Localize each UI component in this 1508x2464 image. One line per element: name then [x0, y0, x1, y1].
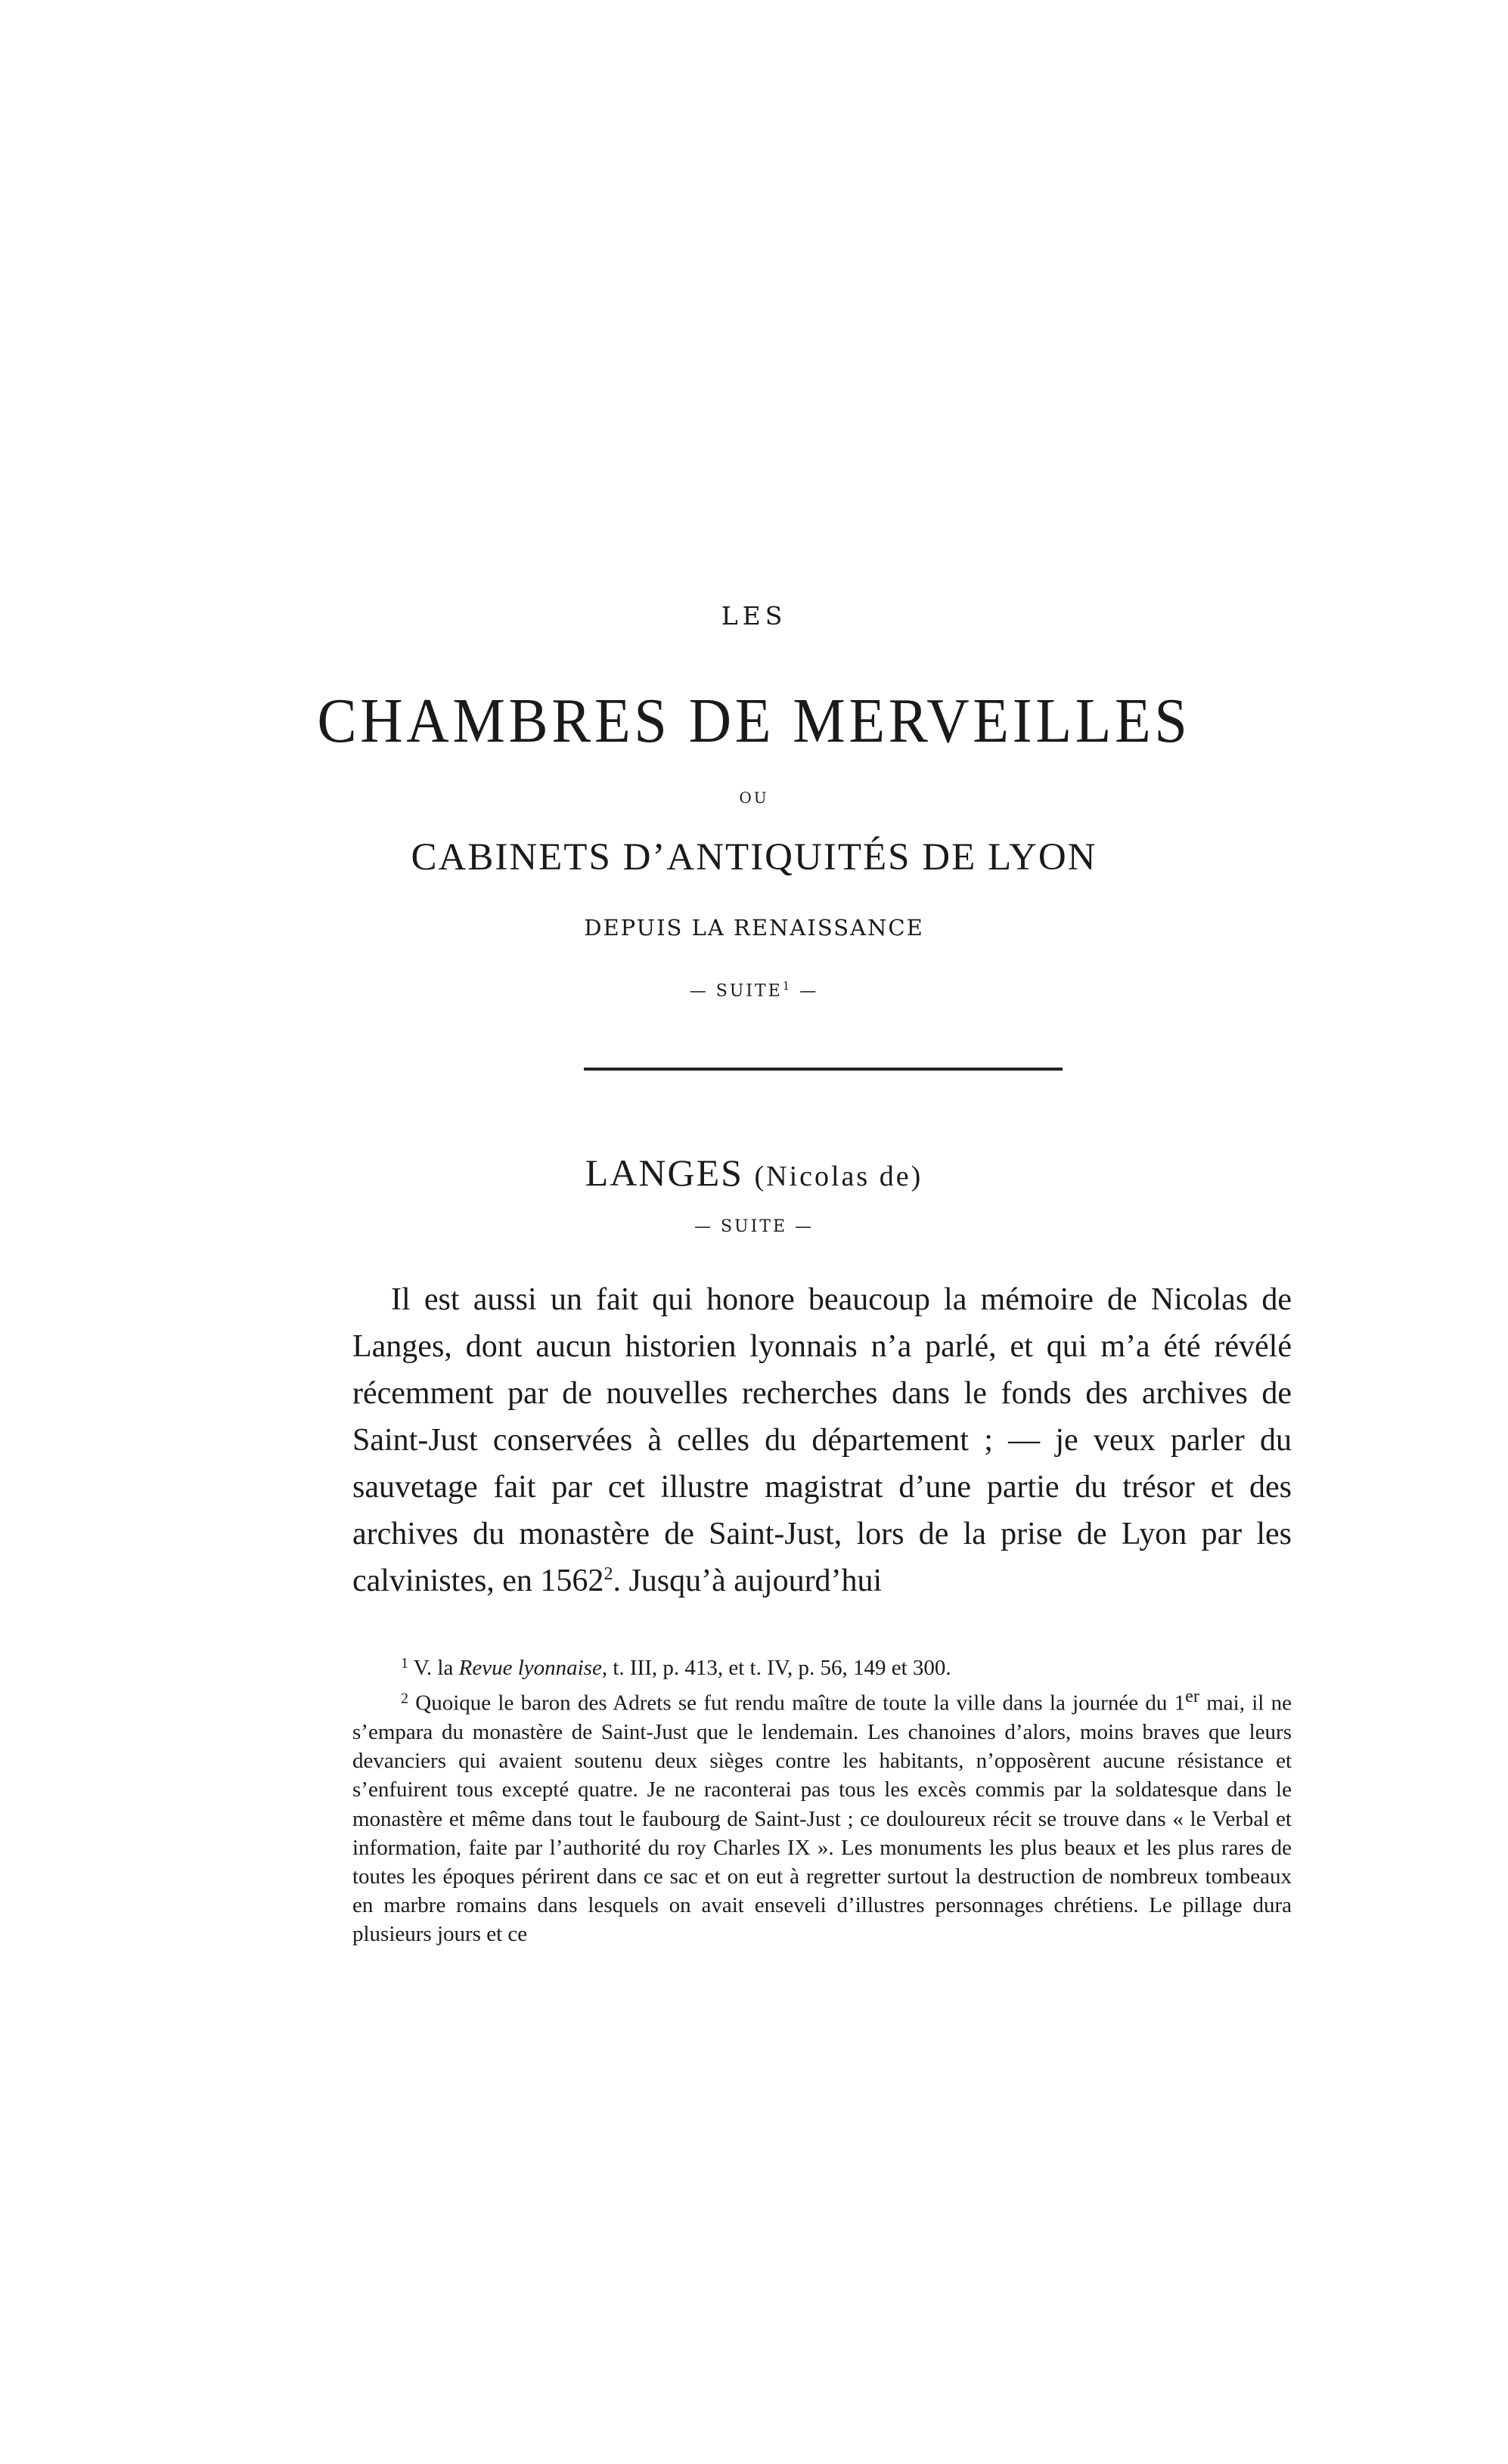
section-heading — [0, 1151, 1508, 1195]
footnote-2-sup: er — [1185, 1686, 1199, 1707]
suite-label — [0, 979, 1508, 1000]
header-ou: OU — [739, 789, 769, 807]
title-divider — [584, 1068, 1063, 1071]
section-name: LANGES — [585, 1151, 743, 1194]
footnote-1-title: Revue lyonnaise — [458, 1656, 602, 1680]
footnote-1-number: 1 — [401, 1655, 408, 1672]
footnote-2-number: 2 — [401, 1690, 408, 1707]
header-les: LES — [721, 601, 787, 631]
footnote-2 — [352, 1682, 1292, 1948]
suite-end: — — [792, 981, 819, 1001]
section-suite: — SUITE — — [693, 1217, 815, 1236]
footnote-2-text-b: mai, il ne s’empara du monastère de Saint-Just que le lendemain. Les chanoines d’alors, moins braves que leurs devanciers qui avaient soutenu deux sièges contre les habitants, n’opposèrent aucune résistance et s’enfuirent tous excepté quatre. Je ne raconterai pas tous les excès commis par la soldatesque dans le monastère et même dans tout le faubourg de Saint-Just ; ce douloureux récit se trouve dans « le Verbal et information, faite par l’authorité du roy Charles IX ». Les monuments les plus beaux et les plus rares de toutes les époques périrent dans ce sac et on eut à regretter surtout la destruction de nombreux tombeaux en marbre romains dans lesquels on avait enseveli d’illustres personnages chrétiens. Le pillage dura plusieurs jours et ce — [352, 1691, 1292, 1947]
body-text-b: . Jusqu’à aujourd’hui — [613, 1564, 883, 1598]
section-given-name: (Nicolas de) — [754, 1161, 923, 1192]
suite-footnote-ref: 1 — [782, 979, 793, 993]
footnote-1-pre: V. la — [408, 1656, 459, 1680]
body-text-a: Il est aussi un fait qui honore beaucoup la mémoire de Nicolas de Langes, dont aucun historien lyonnais n’a parlé, et qui m’a été révélé récemment par de nouvelles recherches dans le fonds des archives de Saint-Just conservées à celles du département ; — je veux parler du sauvetage fait par cet illustre magistrat d’une partie du trésor et des archives du monastère de Saint-Just, lors de la prise de Lyon par les calvinistes, en 1562 — [352, 1282, 1292, 1598]
footnote-1-post: , t. III, p. 413, et t. IV, p. 56, 149 et 300. — [601, 1656, 951, 1680]
subtitle-depuis: DEPUIS LA RENAISSANCE — [584, 915, 924, 941]
body-footnote-ref: 2 — [604, 1564, 613, 1584]
footnote-1 — [352, 1649, 1292, 1682]
footnotes — [352, 1649, 1292, 1949]
footnote-2-text-a: Quoique le baron des Adrets se fut rendu maître de toute la ville dans la journée du 1 — [408, 1691, 1186, 1716]
page-title: CHAMBRES DE MERVEILLES — [317, 686, 1191, 756]
body-paragraph — [352, 1276, 1292, 1604]
suite-text: — SUITE — [689, 981, 783, 1001]
subtitle: CABINETS D’ANTIQUITÉS DE LYON — [411, 836, 1097, 879]
